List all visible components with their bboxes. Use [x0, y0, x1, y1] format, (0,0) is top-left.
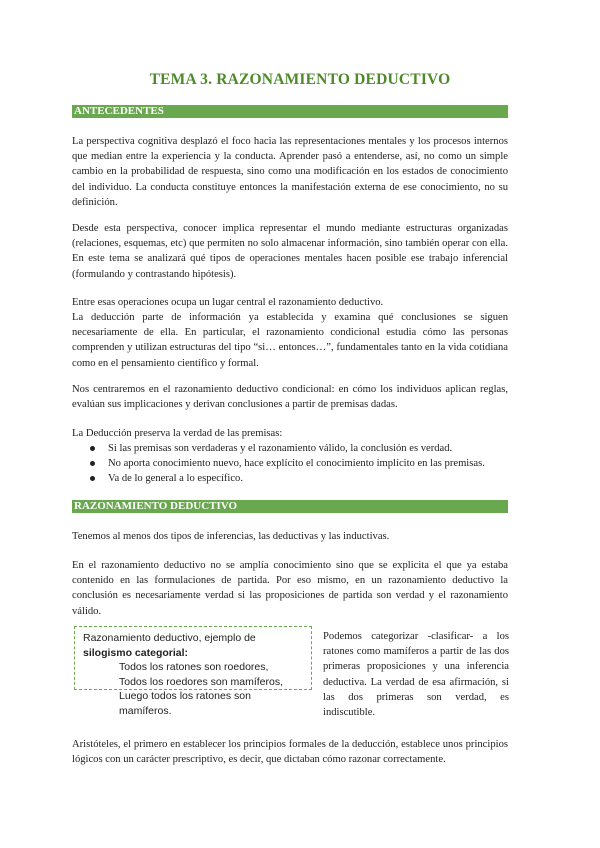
syllogism-conclusion: Luego todos los ratones son mamíferos.: [119, 690, 251, 717]
section-header-razonamiento-deductivo: RAZONAMIENTO DEDUCTIVO: [72, 500, 508, 513]
list-item: Si las premisas son verdaderas y el razonamiento válido, la conclusión es verdad.: [72, 441, 508, 456]
paragraph-perspectiva-cognitiva: La perspectiva cognitiva desplazó el foco hacia las representaciones mentales y los procesos internos que median entre la experiencia y la conducta. Aprender pasó a entenderse, así, no como un simple cambio en la probabilidad de respuesta, sino como una modificación en los estados de conocimiento del individuo. La conducta constituye entonces la manifestación externa de ese conocimiento, no su definición.: [72, 136, 508, 208]
section-header-antecedentes: ANTECEDENTES: [72, 105, 508, 118]
syllogism-example-box: [74, 626, 312, 717]
syllogism-premise-1: Todos los ratones son roedores,: [119, 661, 269, 673]
syllogism-heading: Razonamiento deductivo, ejemplo de silogismo categorial:: [83, 632, 256, 659]
bullet-icon: [90, 461, 95, 466]
paragraph-razonamiento-deductivo: En el razonamiento deductivo no se amplía conocimiento sino que se explicita el que ya estaba contenido en las formulaciones de partida. Por eso mismo, en un razonamiento deductivo la conclusión es necesariamente verdad si las proposiciones de partida son verdad y el razonamiento válido.: [72, 560, 508, 617]
paragraph-tipos-inferencias: Tenemos al menos dos tipos de inferencias, las deductivas y las inductivas.: [72, 531, 390, 542]
paragraph-conocer-implica: Desde esta perspectiva, conocer implica representar el mundo mediante estructuras organizadas (relaciones, esquemas, etc) que permiten no solo almacenar información, sino también operar con ella. En este tema se analizará qué tipos de operaciones mentales hacen posible ese trabajo inferencial (formulando y contrastando hipótesis).: [72, 223, 508, 280]
list-item: No aporta conocimiento nuevo, hace explícito el conocimiento implícito en las premisas.: [72, 456, 508, 471]
page-title: TEMA 3. RAZONAMIENTO DEDUCTIVO: [149, 71, 451, 88]
paragraph-centraremos: Nos centraremos en el razonamiento deductivo condicional: en cómo los individuos aplican reglas, evalúan sus implicaciones y derivan conclusiones a partir de premisas dadas.: [72, 384, 508, 411]
bullet-icon: [90, 476, 95, 481]
bullet-icon: [90, 446, 95, 451]
syllogism-premise-2: Todos los roedores son mamíferos,: [119, 675, 283, 688]
paragraph-categorizar: Podemos categorizar -clasificar- a los ratones como mamíferos a partir de las dos primeras proposiciones y una inferencia deductiva. La verdad de esa afirmación, si las dos primeras son verdad, es indiscutible.: [323, 631, 509, 719]
paragraph-deduccion-preserva: La Deducción preserva la verdad de las premisas:: [72, 428, 283, 439]
paragraph-aristoteles: Aristóteles, el primero en establecer los principios formales de la deducción, establece unos principios lógicos con un carácter prescriptivo, es decir, que dictaban cómo razonar correctamente.: [72, 739, 508, 766]
list-item: Va de lo general a lo específico.: [72, 471, 508, 486]
deduction-properties-list: [72, 441, 508, 487]
paragraph-operaciones: Entre esas operaciones ocupa un lugar central el razonamiento deductivo.: [72, 297, 384, 308]
paragraph-deduccion-parte: La deducción parte de información ya establecida y examina qué conclusiones se siguen necesariamente de ella. En particular, el razonamiento condicional estudia cómo las personas comprenden y utilizan estructuras del tipo “si… entonces…”, fundamentales tanto en la vida cotidiana como en el pensamiento científico y formal.: [72, 312, 508, 369]
